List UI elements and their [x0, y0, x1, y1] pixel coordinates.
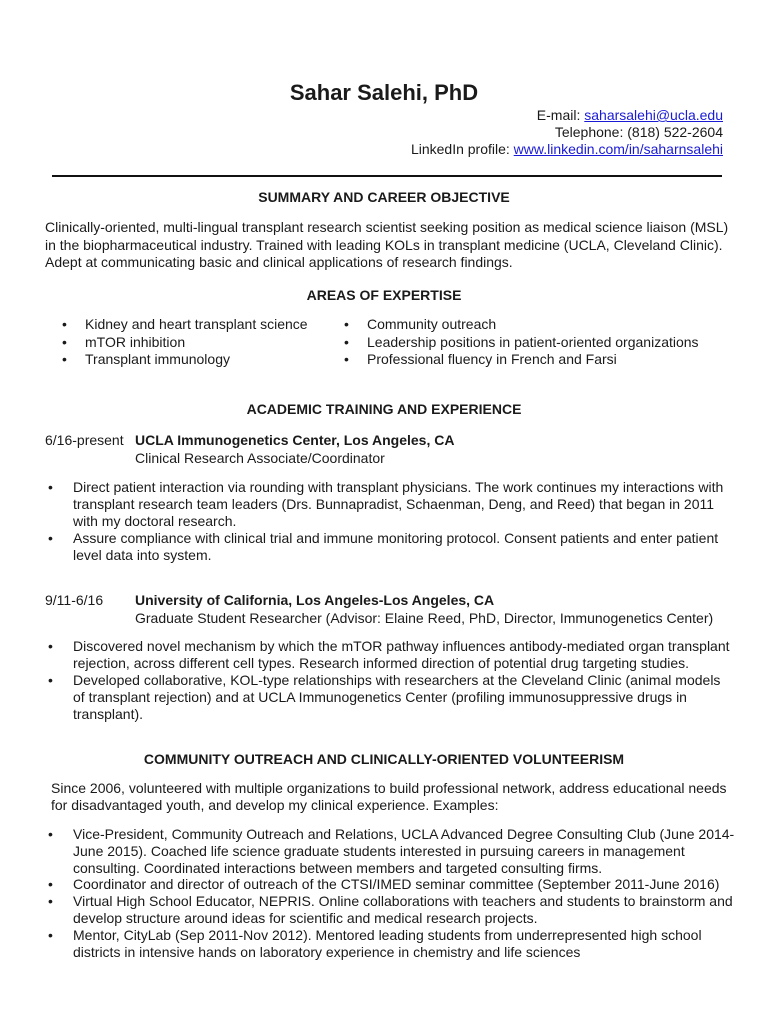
list-item: • Direct patient interaction via rounding with transplant physicians. The work continues my interactions with transplant research team leaders (Drs. Bunnapradist, Schaenman, Deng, and Reed) that began in 2011 with my doctoral research.	[45, 479, 735, 530]
expertise-heading: AREAS OF EXPERTISE	[306, 287, 462, 303]
telephone-line: Telephone: (818) 522-2604	[554, 124, 723, 140]
list-item: • Assure compliance with clinical trial and immune monitoring protocol. Consent patients and enter patient level data into system.	[45, 530, 735, 564]
list-item: • Vice-President, Community Outreach and Relations, UCLA Advanced Degree Consulting Club (June 2014-June 2015). Coached life science graduate students interested in pursuing careers in management consulting. Coordinated interactions between members and targeted consulting firms.	[45, 826, 735, 876]
job-entry	[45, 592, 713, 626]
list-item: • Coordinator and director of outreach of the CTSI/IMED seminar committee (September 2011-June 2016)	[45, 876, 735, 893]
list-item: • Developed collaborative, KOL-type relationships with researchers at the Cleveland Clinic (animal models of transplant rejection) and at UCLA Immunogenetics Center (profiling immunosuppressive drugs in transplant).	[45, 672, 735, 723]
expertise-item: • Professional fluency in French and Farsi	[342, 351, 740, 369]
list-item: • Discovered novel mechanism by which the mTOR pathway influences antibody-mediated organ transplant rejection, across different cell types. Research informed direction of potential drug targeting studies.	[45, 638, 735, 672]
contact-block	[411, 107, 723, 158]
expertise-item: • mTOR inhibition	[60, 334, 342, 352]
linkedin-link[interactable]: www.linkedin.com/in/saharnsalehi	[513, 141, 723, 157]
job-role: Clinical Research Associate/Coordinator	[135, 449, 385, 466]
community-bullets	[45, 826, 735, 960]
expertise-item: • Kidney and heart transplant science	[60, 316, 342, 334]
job-date: 9/11-6/16	[45, 592, 104, 608]
summary-text: Clinically-oriented, multi-lingual transplant research scientist seeking position as medical science liaison (MSL) in the biopharmaceutical industry. Trained with leading KOLs in transplant medicine (UCLA, Cleveland Clinic). Adept at communicating basic and clinical applications of research findings.	[45, 219, 729, 270]
header-divider	[52, 175, 722, 177]
expertise-item: • Leadership positions in patient-oriented organizations	[342, 334, 740, 352]
linkedin-label: LinkedIn profile:	[410, 141, 514, 157]
job-organization: UCLA Immunogenetics Center, Los Angeles, CA	[135, 432, 455, 448]
job-entry	[45, 432, 454, 466]
expertise-columns	[60, 316, 740, 369]
email-line	[411, 107, 723, 124]
expertise-item: • Community outreach	[342, 316, 740, 334]
job-bullets	[45, 479, 735, 564]
community-heading: COMMUNITY OUTREACH AND CLINICALLY-ORIENTED VOLUNTEERISM	[143, 751, 625, 767]
candidate-name: Sahar Salehi, PhD	[289, 80, 479, 105]
job-organization: University of California, Los Angeles-Los Angeles, CA	[135, 592, 495, 608]
job-header	[45, 592, 713, 610]
linkedin-line	[411, 141, 723, 158]
job-role: Graduate Student Researcher (Advisor: Elaine Reed, PhD, Director, Immunogenetics Center)	[135, 609, 714, 626]
job-bullets	[45, 638, 735, 723]
academic-heading: ACADEMIC TRAINING AND EXPERIENCE	[246, 401, 522, 417]
job-header	[45, 432, 454, 450]
list-item: • Mentor, CityLab (Sep 2011-Nov 2012). Mentored leading students from underrepresented high school districts in intensive hands on laboratory experience in chemistry and life sciences	[45, 927, 735, 961]
email-link[interactable]: saharsalehi@ucla.edu	[584, 107, 723, 123]
list-item: • Virtual High School Educator, NEPRIS. Online collaborations with teachers and students to brainstorm and develop structure around ideas for scientific and medical research projects.	[45, 893, 735, 927]
expertise-right-list	[342, 316, 740, 369]
job-date: 6/16-present	[45, 432, 124, 448]
summary-heading: SUMMARY AND CAREER OBJECTIVE	[258, 189, 510, 205]
expertise-item: • Transplant immunology	[60, 351, 342, 369]
expertise-left-list	[60, 316, 342, 369]
community-intro: Since 2006, volunteered with multiple organizations to build professional network, address educational needs for disadvantaged youth, and develop my clinical experience. Examples:	[51, 780, 727, 813]
email-label: E-mail:	[536, 107, 585, 123]
